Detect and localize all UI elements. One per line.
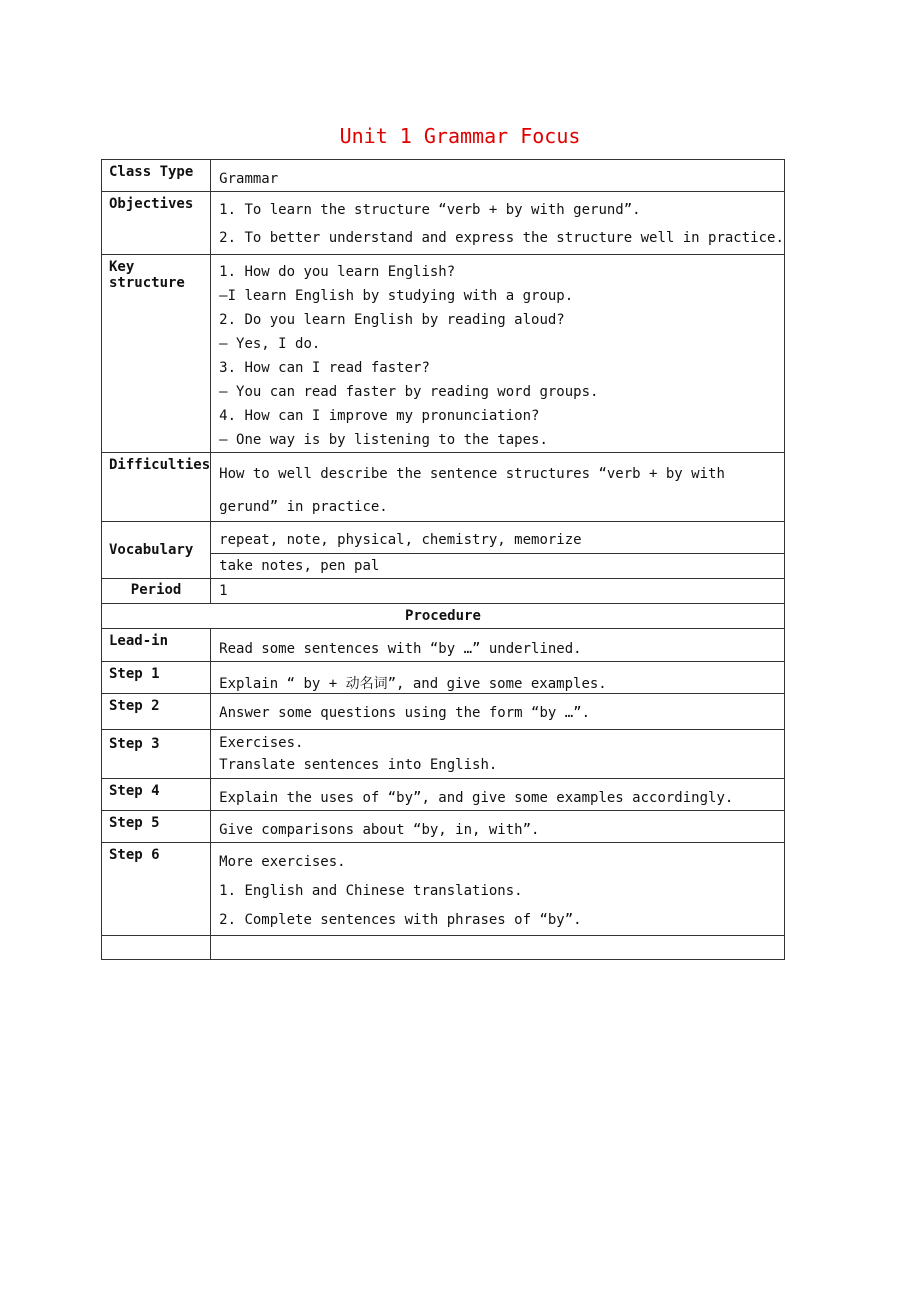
- row-period: [102, 579, 785, 604]
- step-row: [102, 730, 785, 779]
- key-structure-label: Key structure: [102, 255, 211, 453]
- step-content: Exercises. Translate sentences into English.: [211, 730, 785, 779]
- step-label: Step 1: [102, 662, 211, 694]
- step-content: More exercises. 1. English and Chinese translations. 2. Complete sentences with phrases of “by”.: [211, 843, 785, 936]
- step-content: Explain “ by + 动名词”, and give some examples.: [211, 662, 785, 694]
- vocabulary-line-1: repeat, note, physical, chemistry, memorize: [211, 522, 785, 554]
- key-structure-line: 2. Do you learn English by reading aloud?: [219, 312, 565, 328]
- difficulties-value: How to well describe the sentence structures “verb + by with gerund” in practice.: [211, 453, 785, 522]
- step-row: [102, 811, 785, 843]
- page-title: Unit 1 Grammar Focus: [339, 124, 581, 148]
- row-procedure: [102, 604, 785, 629]
- objectives-label: Objectives: [102, 192, 211, 255]
- step-content: Give comparisons about “by, in, with”.: [211, 811, 785, 843]
- class-type-label: Class Type: [102, 160, 211, 192]
- step-label: Step 3: [102, 730, 211, 779]
- step-content: Explain the uses of “by”, and give some examples accordingly.: [211, 779, 785, 811]
- step-row: [102, 629, 785, 662]
- step-row: [102, 779, 785, 811]
- step-content: Read some sentences with “by …” underlined.: [211, 629, 785, 662]
- objective-item: 2. To better understand and express the structure well in practice.: [219, 230, 784, 246]
- lesson-plan-table: [101, 159, 785, 960]
- procedure-heading: Procedure: [102, 604, 785, 629]
- step-label: Step 2: [102, 694, 211, 730]
- step-label: Step 6: [102, 843, 211, 936]
- key-structure-line: —I learn English by studying with a group.: [219, 288, 574, 304]
- step-label: Step 5: [102, 811, 211, 843]
- class-type-value: Grammar: [211, 160, 785, 192]
- objectives-value: [211, 192, 785, 255]
- step-label: Step 4: [102, 779, 211, 811]
- key-structure-line: — Yes, I do.: [219, 336, 321, 352]
- step-row: [102, 843, 785, 936]
- step-label: Lead-in: [102, 629, 211, 662]
- key-structure-line: 1. How do you learn English?: [219, 264, 456, 280]
- vocabulary-line-2: take notes, pen pal: [211, 554, 785, 579]
- empty-cell: [102, 936, 211, 960]
- step-content: Answer some questions using the form “by …”.: [211, 694, 785, 730]
- key-structure-line: — One way is by listening to the tapes.: [219, 432, 548, 448]
- step-row: [102, 662, 785, 694]
- empty-row: [102, 936, 785, 960]
- row-key-structure: [102, 255, 785, 453]
- key-structure-line: 3. How can I read faster?: [219, 360, 430, 376]
- period-value: 1: [211, 579, 785, 604]
- objective-item: 1. To learn the structure “verb + by with gerund”.: [219, 202, 641, 218]
- row-objectives: [102, 192, 785, 255]
- row-difficulties: [102, 453, 785, 522]
- step-row: [102, 694, 785, 730]
- key-structure-line: — You can read faster by reading word groups.: [219, 384, 599, 400]
- key-structure-value: [211, 255, 785, 453]
- period-label: Period: [102, 579, 211, 604]
- key-structure-line: 4. How can I improve my pronunciation?: [219, 408, 540, 424]
- empty-cell: [211, 936, 785, 960]
- difficulties-label: Difficulties: [102, 453, 211, 522]
- row-vocabulary-1: [102, 522, 785, 554]
- row-class-type: [102, 160, 785, 192]
- vocabulary-label: Vocabulary: [102, 522, 211, 579]
